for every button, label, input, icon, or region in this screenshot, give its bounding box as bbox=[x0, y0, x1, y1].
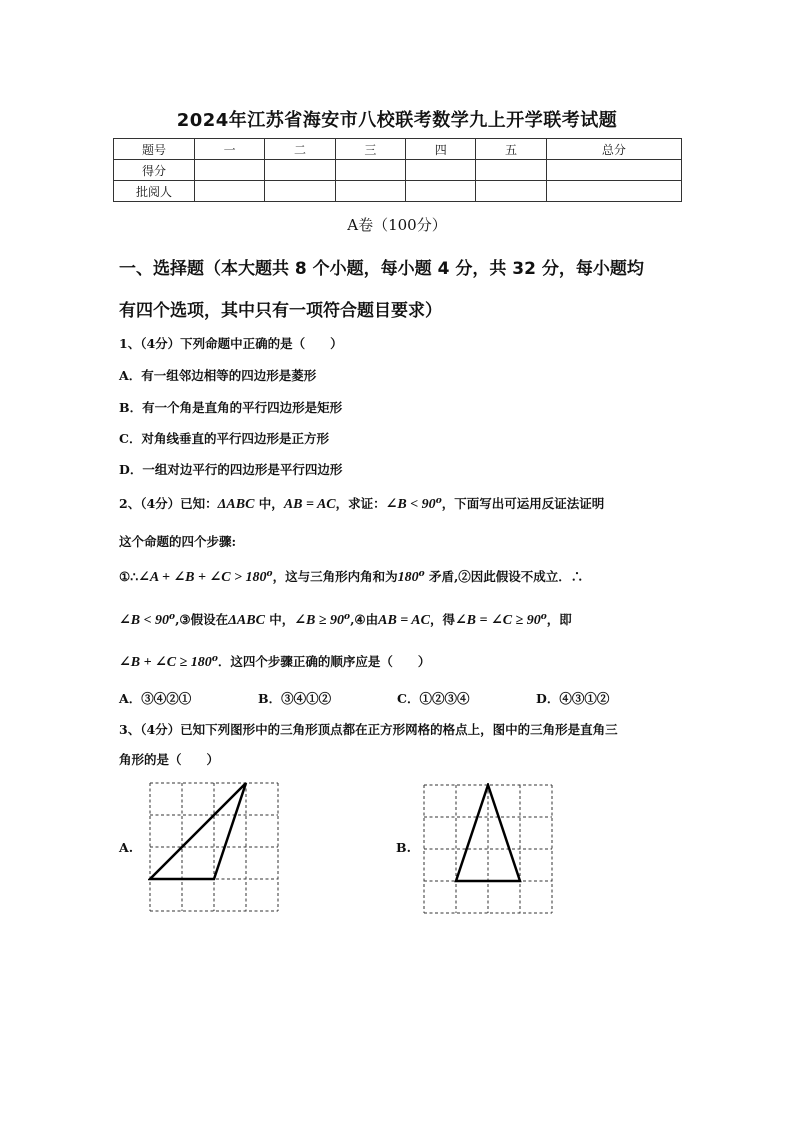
score-table-cell bbox=[265, 181, 335, 202]
q3-stem-line2: 角形的是（ ） bbox=[119, 752, 220, 767]
q2-text: ,③假设在 bbox=[175, 612, 229, 627]
q1-option-d: D．一组对边平行的四边形是平行四边形 bbox=[119, 462, 343, 477]
score-table-cell: 二 bbox=[265, 139, 335, 160]
math-expr: ∠B = ∠C ≥ 90 bbox=[454, 613, 541, 628]
score-table-cell bbox=[406, 160, 476, 181]
math-expr: ΔABC bbox=[228, 613, 265, 628]
q1-option-a: A．有一组邻边相等的四边形是菱形 bbox=[119, 368, 317, 383]
q2-text: 矛盾,②因此假设不成立．∴ bbox=[424, 569, 584, 584]
degree-sup: o bbox=[344, 611, 351, 622]
q2-option-a: A．③④②① bbox=[119, 691, 192, 706]
q2-option-b: B．③④①② bbox=[258, 691, 332, 706]
degree-sup: o bbox=[169, 611, 176, 622]
math-expr: ∠B + ∠C ≥ 180 bbox=[119, 655, 212, 670]
q2-step-line2 bbox=[119, 610, 689, 629]
q1-option-c: C．对角线垂直的平行四边形是正方形 bbox=[119, 431, 329, 446]
score-table-cell: 得分 bbox=[114, 160, 195, 181]
score-table-cell bbox=[335, 160, 405, 181]
q1-option-b: B．有一个角是直角的平行四边形是矩形 bbox=[119, 400, 343, 415]
q2-option-d: D．④③①② bbox=[536, 691, 610, 706]
score-table-cell: 五 bbox=[476, 139, 546, 160]
q2-text: ，得 bbox=[429, 612, 455, 627]
q2-stem bbox=[119, 494, 689, 513]
math-expr: ∠A + ∠B + ∠C > 180 bbox=[138, 570, 267, 585]
q2-text: 中， bbox=[254, 496, 284, 511]
score-table-cell: 批阅人 bbox=[114, 181, 195, 202]
score-table-cell: 总分 bbox=[546, 139, 681, 160]
math-expr: 180 bbox=[397, 570, 419, 585]
q2-line2: 这个命题的四个步骤: bbox=[119, 534, 237, 549]
degree-sup: o bbox=[435, 495, 442, 506]
page-title: 2024年江苏省海安市八校联考数学九上开学联考试题 bbox=[176, 110, 618, 131]
degree-sup: o bbox=[540, 611, 547, 622]
q2-text: ．这四个步骤正确的顺序应是（ ） bbox=[217, 654, 431, 669]
degree-sup: o bbox=[266, 568, 273, 579]
q2-text: ，即 bbox=[546, 612, 572, 627]
figure-a-grid bbox=[148, 781, 280, 913]
q2-text: 中， bbox=[264, 612, 295, 627]
score-table-cell: 三 bbox=[335, 139, 405, 160]
q2-step-line1 bbox=[119, 567, 689, 586]
degree-sup: o bbox=[418, 568, 425, 579]
q1-stem: 1、（4分）下列命题中正确的是（ ） bbox=[119, 336, 343, 351]
score-table-cell: 一 bbox=[195, 139, 265, 160]
math-expr: AB = AC bbox=[283, 497, 336, 512]
math-expr: AB = AC bbox=[378, 613, 430, 628]
score-table-cell bbox=[476, 160, 546, 181]
figure-b-grid bbox=[422, 783, 554, 915]
figure-b-label: B. bbox=[396, 840, 411, 855]
math-expr: ∠B < 90 bbox=[385, 497, 436, 512]
q2-step-line3 bbox=[119, 652, 689, 671]
score-table-cell bbox=[195, 181, 265, 202]
q2-text: ,④由 bbox=[350, 612, 379, 627]
score-table-cell bbox=[265, 160, 335, 181]
q2-option-c: C．①②③④ bbox=[397, 691, 470, 706]
score-table-cell bbox=[195, 160, 265, 181]
score-table-row bbox=[114, 181, 682, 202]
q2-text: 2、（4分）已知： bbox=[119, 496, 218, 511]
math-expr: ∠B ≥ 90 bbox=[294, 613, 345, 628]
q3-stem-line1: 3、（4分）已知下列图形中的三角形顶点都在正方形网格的格点上，图中的三角形是直角三 bbox=[119, 722, 618, 737]
q2-text: ，这与三角形内角和为 bbox=[272, 569, 398, 584]
q2-text: ，求证： bbox=[335, 496, 386, 511]
triangle-a bbox=[150, 783, 246, 879]
score-table-cell bbox=[476, 181, 546, 202]
q2-text: ①∴ bbox=[119, 569, 139, 584]
score-table-cell bbox=[546, 181, 681, 202]
score-table-row bbox=[114, 160, 682, 181]
score-table-cell: 题号 bbox=[114, 139, 195, 160]
q2-text: ，下面写出可运用反证法证明 bbox=[441, 496, 605, 511]
section-heading-line2: 有四个选项，其中只有一项符合题目要求） bbox=[119, 301, 442, 321]
score-table-cell bbox=[546, 160, 681, 181]
figure-a-label: A. bbox=[119, 840, 134, 855]
degree-sup: o bbox=[211, 653, 218, 664]
score-table bbox=[113, 138, 682, 202]
triangle-b bbox=[456, 785, 520, 881]
math-expr: ∠B < 90 bbox=[119, 613, 170, 628]
score-table-cell bbox=[406, 181, 476, 202]
section-heading-line1: 一、选择题（本大题共 8 个小题，每小题 4 分，共 32 分，每小题均 bbox=[119, 259, 644, 279]
math-expr: ΔABC bbox=[217, 497, 255, 512]
section-subtitle: A卷（100分） bbox=[347, 216, 447, 234]
score-table-cell bbox=[335, 181, 405, 202]
score-table-header-row bbox=[114, 139, 682, 160]
score-table-cell: 四 bbox=[406, 139, 476, 160]
